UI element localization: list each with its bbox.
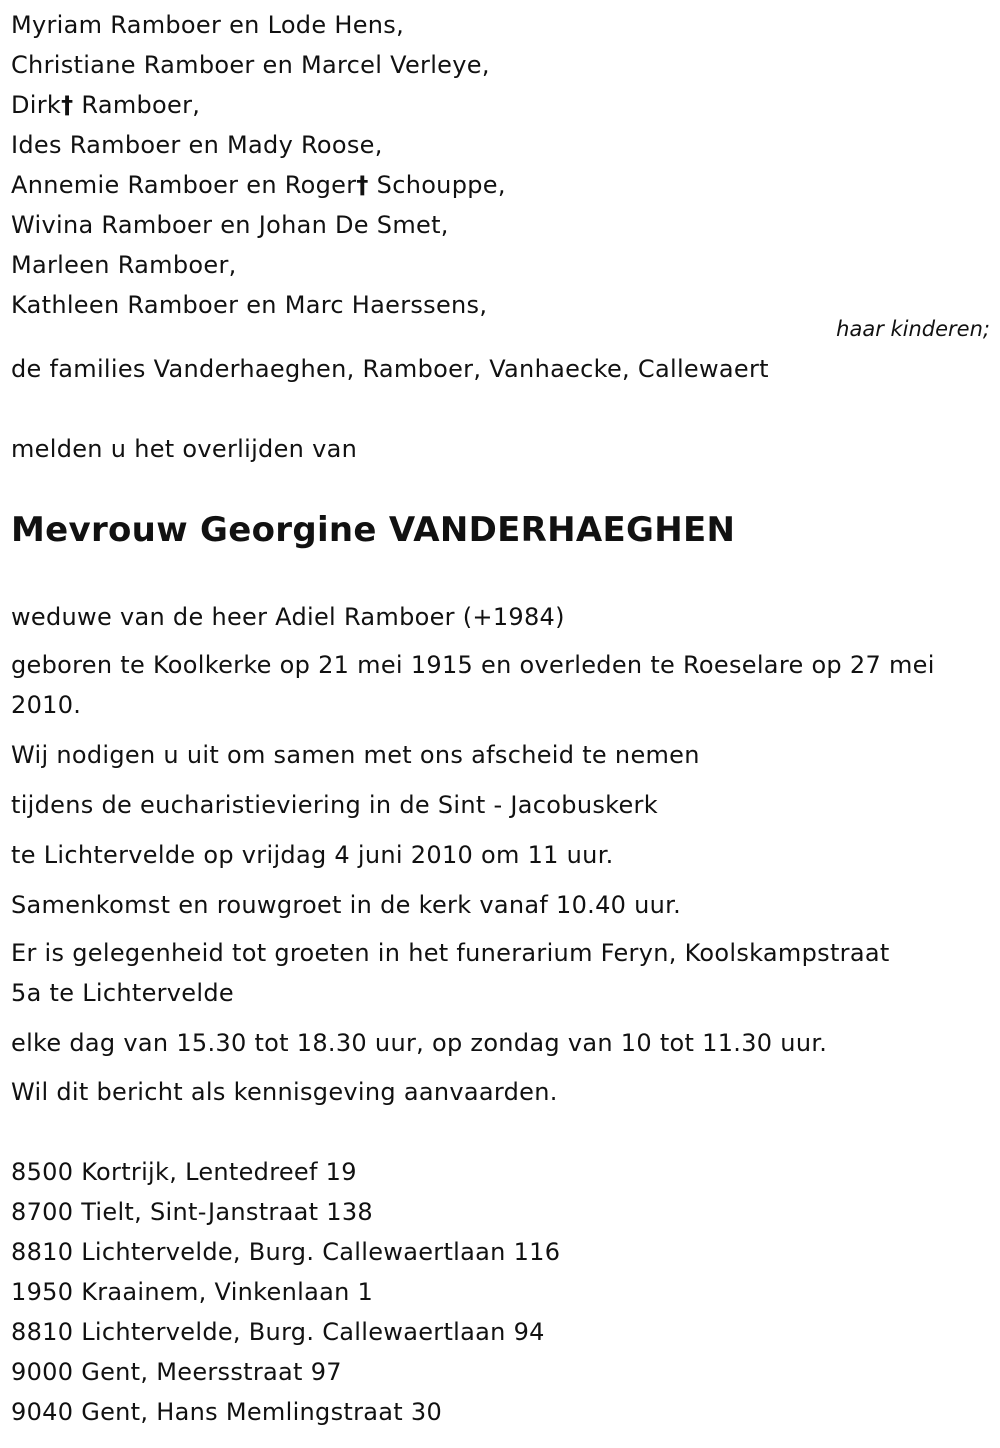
address-line: 8500 Kortrijk, Lentedreef 19 xyxy=(11,1158,357,1186)
body-line: Wij nodigen u uit om samen met ons afscheid te nemen xyxy=(11,741,700,769)
child-text: Ramboer, xyxy=(73,91,201,119)
announcement: melden u het overlijden van xyxy=(11,435,358,463)
child-text: Myriam Ramboer en Lode Hens, xyxy=(11,11,404,39)
child-line xyxy=(11,205,449,245)
address-line: 1950 Kraainem, Vinkenlaan 1 xyxy=(11,1278,374,1306)
address-line: 9040 Gent, Hans Memlingstraat 30 xyxy=(11,1398,443,1426)
child-line xyxy=(11,285,487,325)
body-line: te Lichtervelde op vrijdag 4 juni 2010 om 11 uur. xyxy=(11,841,614,869)
dagger-icon: † xyxy=(356,171,369,199)
child-text: Christiane Ramboer en Marcel Verleye, xyxy=(11,51,490,79)
dagger-icon: † xyxy=(61,91,74,119)
address-line: 8810 Lichtervelde, Burg. Callewaertlaan 94 xyxy=(11,1318,545,1346)
child-line xyxy=(11,165,506,205)
child-line xyxy=(11,85,200,125)
child-line xyxy=(11,245,237,285)
body-line: Samenkomst en rouwgroet in de kerk vanaf 10.40 uur. xyxy=(11,891,682,919)
address-line: 8700 Tielt, Sint-Janstraat 138 xyxy=(11,1198,373,1226)
address-line: 9000 Gent, Meersstraat 97 xyxy=(11,1358,342,1386)
children-label: haar kinderen; xyxy=(836,317,990,341)
body-line: 2010. xyxy=(11,691,82,719)
body-line: elke dag van 15.30 tot 18.30 uur, op zondag van 10 tot 11.30 uur. xyxy=(11,1029,828,1057)
child-text: Kathleen Ramboer en Marc Haerssens, xyxy=(11,291,488,319)
body-line: Er is gelegenheid tot groeten in het funerarium Feryn, Koolskampstraat xyxy=(11,939,890,967)
body-line: weduwe van de heer Adiel Ramboer (+1984) xyxy=(11,603,565,631)
child-text: Marleen Ramboer, xyxy=(11,251,237,279)
child-line xyxy=(11,125,383,165)
address-line: 8810 Lichtervelde, Burg. Callewaertlaan 116 xyxy=(11,1238,561,1266)
child-line xyxy=(11,5,404,45)
families-line: de families Vanderhaeghen, Ramboer, Vanhaecke, Callewaert xyxy=(11,355,769,383)
child-text: Wivina Ramboer en Johan De Smet, xyxy=(11,211,449,239)
body-line: tijdens de eucharistieviering in de Sint - Jacobuskerk xyxy=(11,791,658,819)
child-text: Schouppe, xyxy=(368,171,506,199)
child-text: Dirk xyxy=(11,91,62,119)
deceased-name: Mevrouw Georgine VANDERHAEGHEN xyxy=(11,510,736,550)
child-text: Annemie Ramboer en Roger xyxy=(11,171,357,199)
child-line xyxy=(11,45,490,85)
child-text: Ides Ramboer en Mady Roose, xyxy=(11,131,383,159)
body-line: 5a te Lichtervelde xyxy=(11,979,234,1007)
body-line: geboren te Koolkerke op 21 mei 1915 en overleden te Roeselare op 27 mei xyxy=(11,651,935,679)
body-line: Wil dit bericht als kennisgeving aanvaarden. xyxy=(11,1078,558,1106)
